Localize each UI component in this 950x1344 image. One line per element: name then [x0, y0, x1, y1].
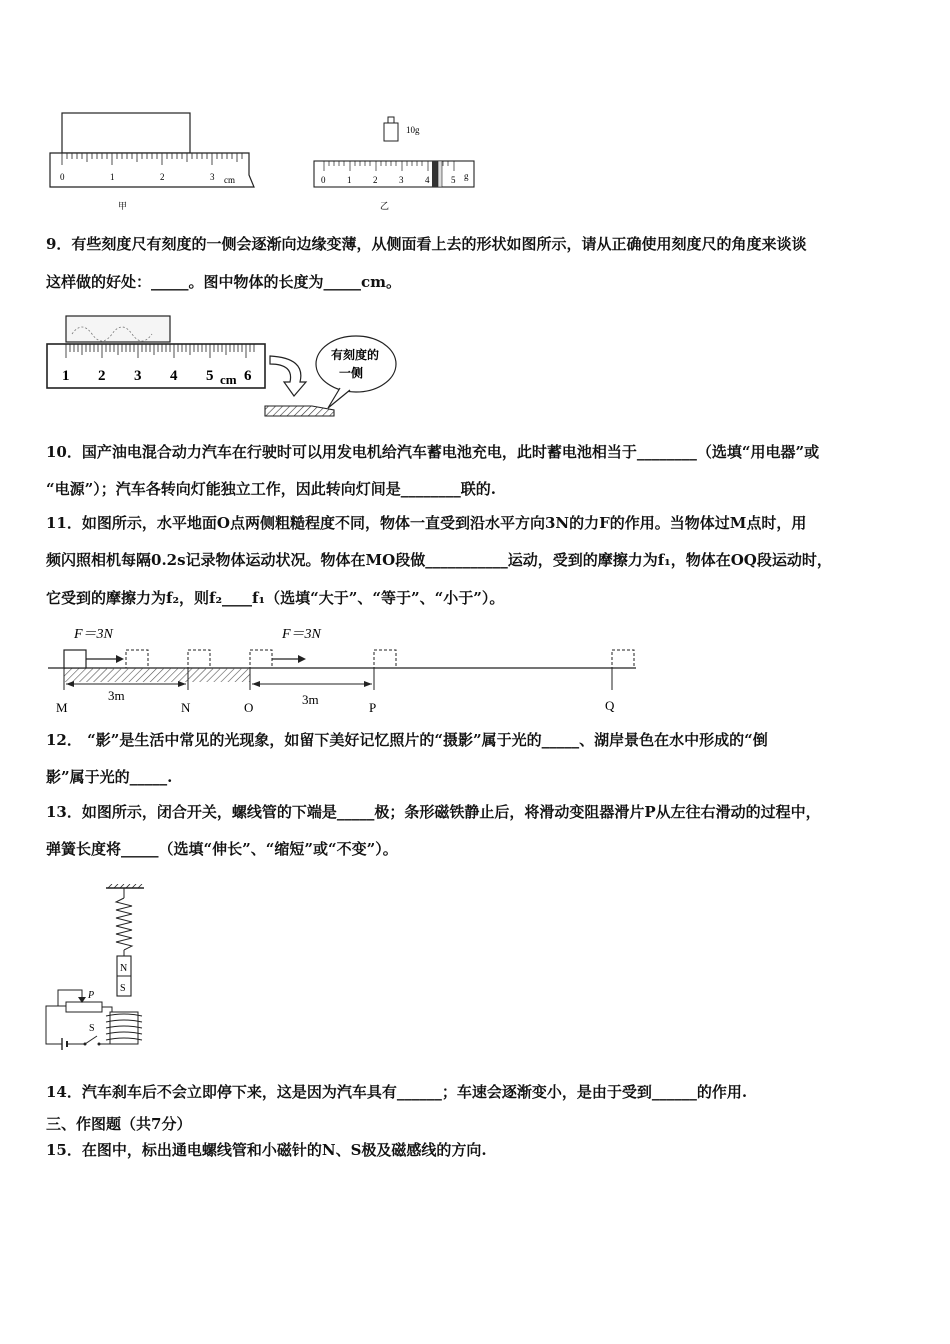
q10-line1: 10．国产油电混合动力汽车在行驶时可以用发电机给汽车蓄电池充电，此时蓄电池相当于________（选填“用电器”或: [46, 443, 820, 461]
beam-tick-0: 0: [321, 175, 326, 185]
beam-tick-1: 1: [347, 175, 352, 185]
ruler-tick-3: 3: [210, 172, 215, 182]
q11-point-m: M: [56, 700, 68, 715]
q9-tick-3: 3: [134, 368, 142, 384]
q9-bubble-line2: 一侧: [339, 366, 364, 380]
beam-tick-2: 2: [373, 175, 378, 185]
q11-dist1: 3m: [108, 688, 125, 703]
magnet-n: N: [120, 963, 128, 974]
q14-line1: 14．汽车刹车后不会立即停下来，这是因为汽车具有______；车速会逐渐变小，是由于受到______的作用.: [46, 1083, 748, 1101]
q15-line1: 15．在图中，标出通电螺线管和小磁针的N、S极及磁感线的方向.: [46, 1141, 487, 1159]
slider-p: P: [88, 990, 95, 1001]
q11-dist2: 3m: [302, 692, 319, 707]
beam-unit: g: [464, 171, 469, 181]
magnet-s: S: [120, 983, 126, 994]
q9-tick-6: 6: [244, 368, 252, 384]
ruler-tick-2: 2: [160, 172, 165, 182]
q9-tick-1: 1: [62, 368, 70, 384]
ruler-tick-1: 1: [110, 172, 115, 182]
beam-caption: 乙: [380, 201, 390, 211]
q9-line1: 9．有些刻度尺有刻度的一侧会逐渐向边缘变薄，从侧面看上去的形状如图所示，请从正确使用刻度尺的角度来谈谈: [46, 235, 807, 253]
section3-title: 三、作图题（共7分）: [46, 1115, 192, 1133]
figure-ruler-balance: [44, 105, 484, 215]
beam-tick-4: 4: [425, 175, 430, 185]
q11-point-n: N: [181, 700, 191, 715]
ruler-unit: cm: [224, 175, 235, 185]
beam-tick-3: 3: [399, 175, 404, 185]
q9-tick-5: 5: [206, 368, 214, 384]
q12-line2: 影”属于光的_____.: [46, 768, 173, 786]
q9-tick-2: 2: [98, 368, 106, 384]
q11-line2: 频闪照相机每隔0.2s记录物体运动状况。物体在MO段做___________运动，受到的摩擦力为f₁，物体在OQ段运动时，: [46, 551, 832, 569]
switch-s: S: [89, 1023, 95, 1034]
weight-label: 10g: [406, 125, 420, 135]
q11-point-q: Q: [605, 698, 615, 713]
q11-force2: F＝3N: [282, 627, 321, 642]
q11-point-o: O: [244, 700, 254, 715]
figure-q11-motion: [44, 618, 644, 718]
q9-bubble-line1: 有刻度的: [331, 348, 380, 362]
ruler-tick-0: 0: [60, 172, 65, 182]
q11-line1: 11．如图所示，水平地面O点两侧粗糙程度不同，物体一直受到沿水平方向3N的力F的作用。当物体过M点时，用: [46, 514, 807, 532]
q11-line3: 它受到的摩擦力为f₂，则f₂____f₁（选填“大于”、“等于”、“小于”）。: [46, 589, 505, 607]
figure-q9-ruler: [44, 312, 404, 422]
q9-line2: 这样做的好处：_____。图中物体的长度为_____cm。: [46, 273, 402, 291]
q11-point-p: P: [369, 700, 377, 715]
q10-line2: “电源”）；汽车各转向灯能独立工作，因此转向灯间是________联的.: [46, 480, 496, 498]
figure-q13-circuit: [40, 884, 160, 1056]
q11-force1: F＝3N: [74, 627, 113, 642]
ruler-caption: 甲: [118, 201, 128, 211]
q13-line1: 13．如图所示，闭合开关，螺线管的下端是_____极；条形磁铁静止后，将滑动变阻器滑片P从左往右滑动的过程中，: [46, 803, 821, 821]
q12-line1: 12． “影”是生活中常见的光现象，如留下美好记忆照片的“摄影”属于光的_____、湖岸景色在水中形成的“倒: [46, 731, 768, 749]
q13-line2: 弹簧长度将_____（选填“伸长”、“缩短”或“不变”）。: [46, 840, 398, 858]
q9-tick-4: 4: [170, 368, 178, 384]
q9-unit: cm: [220, 372, 237, 387]
beam-tick-5: 5: [451, 175, 456, 185]
